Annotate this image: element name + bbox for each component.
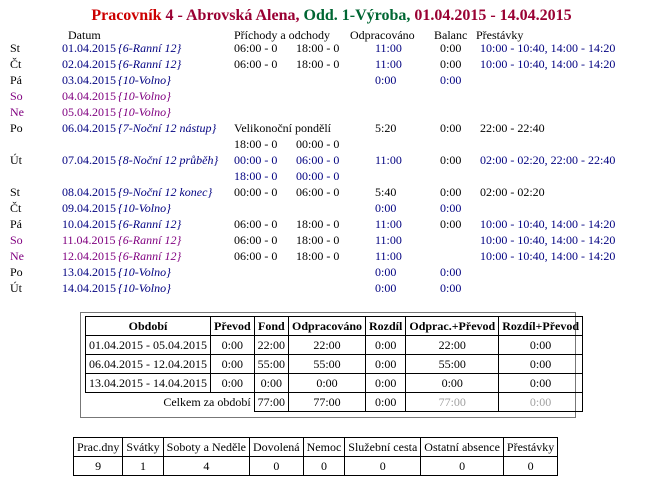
page-title	[0, 7, 663, 25]
shift-cell: {8-Noční 12 průběh}	[118, 153, 219, 167]
departure-cell: 18:00 - 0	[296, 249, 340, 263]
title-separator: -	[177, 7, 183, 24]
attendance-row	[0, 281, 663, 297]
day-cell: Po	[10, 265, 23, 279]
balance-cell: 0:00	[440, 73, 462, 87]
period-header: Rozdíl	[366, 317, 406, 336]
col-arrivals: Příchody a odchody	[234, 28, 330, 42]
date-cell: 05.04.2015	[62, 105, 116, 119]
date-cell: 03.04.2015	[62, 73, 116, 87]
total-cell: 77:00	[254, 393, 288, 412]
period-summary-table	[85, 316, 583, 412]
attendance-row	[0, 217, 663, 233]
balance-cell: 0:00	[440, 41, 462, 55]
day-cell: St	[10, 41, 21, 55]
attendance-row	[0, 233, 663, 249]
worked-cell: 0:00	[375, 265, 397, 279]
stats-value: 0	[249, 457, 303, 476]
period-cell: 0:00	[211, 355, 255, 374]
date-cell: 08.04.2015	[62, 185, 116, 199]
period-cell: 13.04.2015 - 14.04.2015	[86, 374, 211, 393]
stats-table	[73, 437, 558, 476]
stats-header: Přestávky	[503, 438, 557, 457]
shift-cell: {6-Ranní 12}	[118, 57, 182, 71]
attendance-row	[0, 137, 663, 153]
stats-value: 9	[74, 457, 123, 476]
period-row	[86, 355, 583, 374]
period-header: Období	[86, 317, 211, 336]
period-cell: 22:00	[406, 336, 499, 355]
attendance-row	[0, 201, 663, 217]
attendance-row	[0, 89, 663, 105]
total-cell: 77:00	[289, 393, 366, 412]
period-cell: 0:00	[406, 374, 499, 393]
departure-cell: 06:00 - 0	[296, 153, 340, 167]
date-cell: 02.04.2015	[62, 57, 116, 71]
shift-cell: {10-Volno}	[118, 281, 171, 295]
worker-name: Abrovská Alena,	[185, 7, 300, 24]
shift-cell: {6-Ranní 12}	[118, 233, 182, 247]
period-total-row	[86, 393, 583, 412]
breaks-cell: 10:00 - 10:40, 14:00 - 14:20	[480, 249, 616, 263]
date-cell: 13.04.2015	[62, 265, 116, 279]
period-header: Odprac.+Převod	[406, 317, 499, 336]
balance-cell: 0:00	[440, 201, 462, 215]
stats-value: 0	[303, 457, 345, 476]
worked-cell: 5:20	[375, 121, 397, 135]
arrival-cell: 06:00 - 0	[234, 57, 278, 71]
date-cell: 12.04.2015	[62, 249, 116, 263]
worked-cell: 11:00	[375, 41, 402, 55]
period-header: Fond	[254, 317, 288, 336]
breaks-cell: 02:00 - 02:20, 22:00 - 22:40	[480, 153, 616, 167]
arrival-cell: 00:00 - 0	[234, 153, 278, 167]
stats-header: Svátky	[123, 438, 163, 457]
period-cell: 0:00	[254, 374, 288, 393]
breaks-cell: 22:00 - 22:40	[480, 121, 545, 135]
departure-cell: 00:00 - 0	[296, 137, 340, 151]
departure-cell: 00:00 - 0	[296, 169, 340, 183]
worked-cell: 11:00	[375, 153, 402, 167]
stats-header: Soboty a Neděle	[163, 438, 249, 457]
day-cell: Pá	[10, 73, 22, 87]
stats-header: Ostatní absence	[421, 438, 504, 457]
period-cell: 0:00	[366, 336, 406, 355]
total-cell: 0:00	[499, 393, 583, 412]
attendance-row	[0, 41, 663, 57]
period-header: Převod	[211, 317, 255, 336]
shift-cell: {6-Ranní 12}	[118, 41, 182, 55]
worked-cell: 11:00	[375, 217, 402, 231]
shift-cell: {10-Volno}	[118, 105, 171, 119]
departure-cell: 18:00 - 0	[296, 57, 340, 71]
balance-cell: 0:00	[440, 57, 462, 71]
day-cell: Pá	[10, 217, 22, 231]
arrival-cell: Velikonoční pondělí	[234, 121, 331, 135]
arrival-cell: 06:00 - 0	[234, 217, 278, 231]
period-cell: 0:00	[211, 336, 255, 355]
arrival-cell: 06:00 - 0	[234, 233, 278, 247]
shift-cell: {7-Noční 12 nástup}	[118, 121, 217, 135]
period-cell: 0:00	[211, 374, 255, 393]
worked-cell: 11:00	[375, 57, 402, 71]
day-cell: Ne	[10, 249, 24, 263]
col-date: Datum	[68, 28, 101, 42]
date-cell: 07.04.2015	[62, 153, 116, 167]
date-range: 01.04.2015 - 14.04.2015	[414, 7, 572, 24]
department: Odd. 1-Výroba,	[303, 7, 411, 24]
balance-cell: 0:00	[440, 185, 462, 199]
period-cell: 0:00	[499, 355, 583, 374]
stats-value: 0	[421, 457, 504, 476]
day-cell: Po	[10, 121, 23, 135]
stats-value: 1	[123, 457, 163, 476]
day-cell: Út	[10, 281, 22, 295]
breaks-cell: 10:00 - 10:40, 14:00 - 14:20	[480, 41, 616, 55]
period-header: Odpracováno	[289, 317, 366, 336]
stats-value: 0	[345, 457, 421, 476]
col-worked: Odpracováno	[350, 28, 415, 42]
worker-label: Pracovník	[91, 7, 162, 24]
day-cell: St	[10, 185, 21, 199]
period-cell: 0:00	[366, 355, 406, 374]
attendance-row	[0, 249, 663, 265]
worked-cell: 0:00	[375, 281, 397, 295]
total-label: Celkem za období	[86, 393, 255, 412]
period-cell: 0:00	[289, 374, 366, 393]
col-balance: Balanc	[434, 28, 468, 42]
stats-header: Prac.dny	[74, 438, 123, 457]
attendance-row	[0, 121, 663, 137]
day-cell: So	[10, 233, 23, 247]
period-row	[86, 336, 583, 355]
attendance-row	[0, 153, 663, 169]
date-cell: 10.04.2015	[62, 217, 116, 231]
attendance-row	[0, 73, 663, 89]
period-cell: 22:00	[289, 336, 366, 355]
worked-cell: 0:00	[375, 73, 397, 87]
attendance-row	[0, 265, 663, 281]
balance-cell: 0:00	[440, 121, 462, 135]
attendance-row	[0, 169, 663, 185]
period-cell: 22:00	[254, 336, 288, 355]
stats-header: Služební cesta	[345, 438, 421, 457]
col-breaks: Přestávky	[476, 28, 524, 42]
stats-header: Nemoc	[303, 438, 345, 457]
breaks-cell: 10:00 - 10:40, 14:00 - 14:20	[480, 57, 616, 71]
departure-cell: 18:00 - 0	[296, 217, 340, 231]
period-cell: 01.04.2015 - 05.04.2015	[86, 336, 211, 355]
departure-cell: 18:00 - 0	[296, 233, 340, 247]
attendance-row	[0, 105, 663, 121]
shift-cell: {10-Volno}	[118, 265, 171, 279]
breaks-cell: 02:00 - 02:20	[480, 185, 545, 199]
period-cell: 06.04.2015 - 12.04.2015	[86, 355, 211, 374]
departure-cell: 18:00 - 0	[296, 41, 340, 55]
breaks-cell: 10:00 - 10:40, 14:00 - 14:20	[480, 233, 616, 247]
period-header: Rozdíl+Převod	[499, 317, 583, 336]
arrival-cell: 06:00 - 0	[234, 249, 278, 263]
attendance-row	[0, 185, 663, 201]
worked-cell: 11:00	[375, 233, 402, 247]
balance-cell: 0:00	[440, 217, 462, 231]
period-cell: 55:00	[406, 355, 499, 374]
shift-cell: {6-Ranní 12}	[118, 249, 182, 263]
balance-cell: 0:00	[440, 153, 462, 167]
worked-cell: 11:00	[375, 249, 402, 263]
shift-cell: {10-Volno}	[118, 89, 171, 103]
period-cell: 0:00	[499, 374, 583, 393]
shift-cell: {10-Volno}	[118, 73, 171, 87]
date-cell: 04.04.2015	[62, 89, 116, 103]
arrival-cell: 00:00 - 0	[234, 185, 278, 199]
period-cell: 55:00	[289, 355, 366, 374]
stats-value: 0	[503, 457, 557, 476]
departure-cell: 06:00 - 0	[296, 185, 340, 199]
day-cell: Čt	[10, 201, 22, 215]
total-cell: 77:00	[406, 393, 499, 412]
arrival-cell: 18:00 - 0	[234, 169, 278, 183]
period-cell: 0:00	[366, 374, 406, 393]
day-cell: Ne	[10, 105, 24, 119]
shift-cell: {10-Volno}	[118, 201, 171, 215]
period-row	[86, 374, 583, 393]
shift-cell: {9-Noční 12 konec}	[118, 185, 213, 199]
total-cell: 0:00	[366, 393, 406, 412]
shift-cell: {6-Ranní 12}	[118, 217, 182, 231]
worked-cell: 0:00	[375, 201, 397, 215]
date-cell: 01.04.2015	[62, 41, 116, 55]
period-cell: 0:00	[499, 336, 583, 355]
date-cell: 11.04.2015	[62, 233, 116, 247]
worker-number: 4	[165, 7, 174, 24]
date-cell: 09.04.2015	[62, 201, 116, 215]
date-cell: 14.04.2015	[62, 281, 116, 295]
day-cell: Út	[10, 153, 22, 167]
arrival-cell: 06:00 - 0	[234, 41, 278, 55]
date-cell: 06.04.2015	[62, 121, 116, 135]
arrival-cell: 18:00 - 0	[234, 137, 278, 151]
stats-value: 4	[163, 457, 249, 476]
day-cell: Čt	[10, 57, 22, 71]
breaks-cell: 10:00 - 10:40, 14:00 - 14:20	[480, 217, 616, 231]
period-cell: 55:00	[254, 355, 288, 374]
stats-header: Dovolená	[249, 438, 303, 457]
balance-cell: 0:00	[440, 265, 462, 279]
attendance-row	[0, 57, 663, 73]
worked-cell: 5:40	[375, 185, 397, 199]
day-cell: So	[10, 89, 23, 103]
balance-cell: 0:00	[440, 281, 462, 295]
